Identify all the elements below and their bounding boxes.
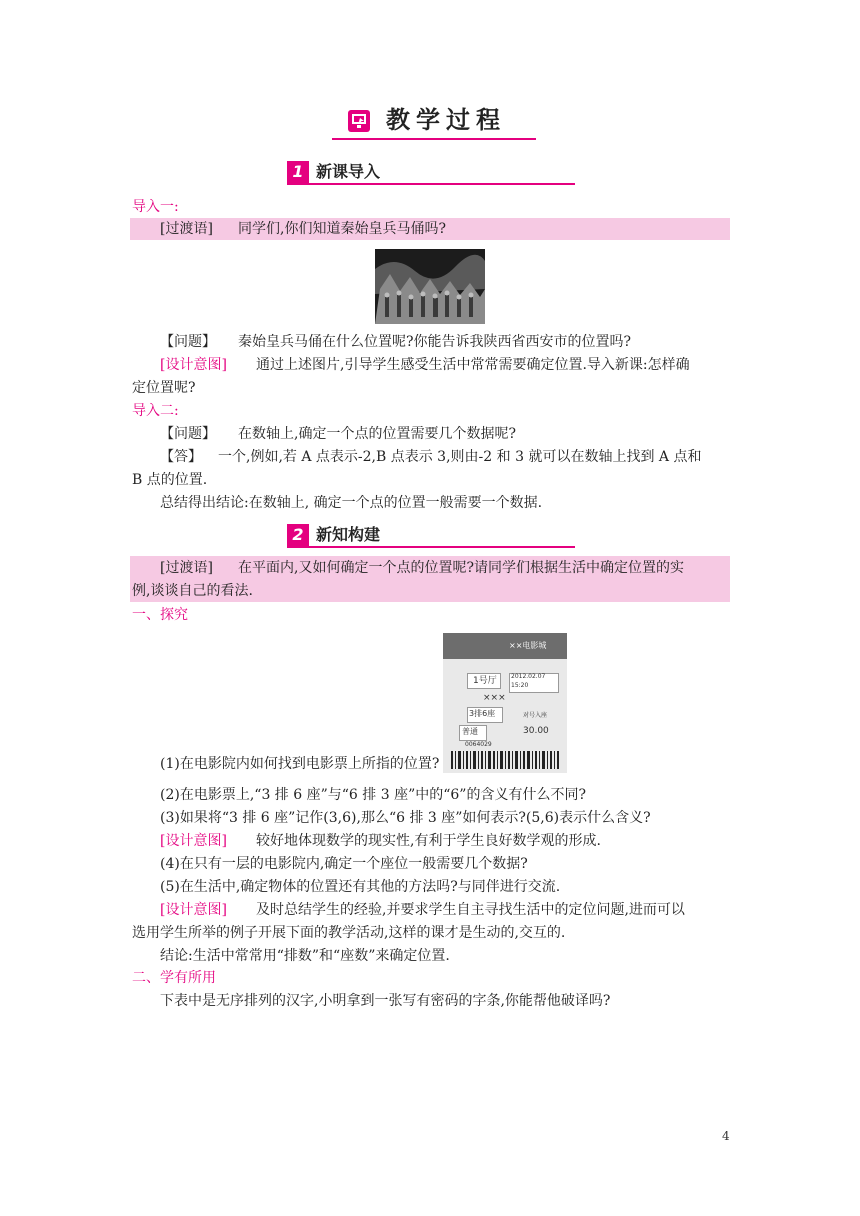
ticket-seat-note: 对号入座	[523, 712, 548, 719]
conclusion-1: 总结得出结论:在数轴上, 确定一个点的位置一般需要一个数据.	[160, 495, 543, 511]
ticket-date: 2012.02.07	[511, 673, 546, 680]
design-text-1a: 通过上述图片,引导学生感受生活中常常需要确定位置.导入新课:怎样确	[256, 357, 690, 373]
ticket-time: 15:20	[511, 682, 529, 689]
title-header	[332, 104, 536, 140]
intro1-label: 导入一:	[132, 199, 179, 215]
part2-text: 下表中是无序排列的汉字,小明拿到一张写有密码的字条,你能帮他破译吗?	[160, 993, 611, 1009]
question-q1: (1)在电影院内如何找到电影票上所指的位置?	[160, 756, 440, 772]
monitor-icon	[348, 110, 370, 132]
section-title-2: 新知构建	[316, 525, 381, 544]
question-text-1: 秦始皇兵马俑在什么位置呢?你能告诉我陕西省西安市的位置吗?	[238, 334, 632, 350]
ticket-hall: 1号厅	[473, 676, 497, 686]
design-text-1b: 定位置呢?	[132, 380, 196, 396]
ticket-serial: 0064029	[465, 741, 492, 748]
design-text-3b: 选用学生所举的例子开展下面的教学活动,这样的课才是生动的,交互的.	[132, 925, 566, 941]
ticket-top-bar	[443, 633, 567, 659]
ticket-price: 30.00	[523, 726, 549, 736]
part1-label: 一、探究	[132, 607, 188, 623]
part2-label: 二、学有所用	[132, 970, 216, 986]
answer-text-2: B 点的位置.	[132, 472, 208, 488]
question-label-2: 【问题】	[160, 426, 216, 442]
design-text-2: 较好地体现数学的现实性,有利于学生良好数学观的形成.	[256, 833, 601, 849]
section-underline-2	[287, 546, 575, 548]
ticket-type: 普通	[462, 727, 478, 736]
ticket-seat: 3排6座	[469, 709, 496, 718]
question-q3: (3)如果将“3 排 6 座”记作(3,6),那么“6 排 3 座”如何表示?(5,6)表示什么含义?	[160, 810, 651, 826]
transition-text-1: 同学们,你们知道秦始皇兵马俑吗?	[238, 221, 446, 237]
question-q5: (5)在生活中,确定物体的位置还有其他的方法吗?与同伴进行交流.	[160, 879, 561, 895]
page-number: 4	[722, 1129, 730, 1143]
movie-ticket-photo	[443, 633, 567, 773]
transition-label-2: [过渡语]	[160, 560, 213, 576]
transition-text-2a: 在平面内,又如何确定一个点的位置呢?请同学们根据生活中确定位置的实	[238, 560, 684, 576]
question-label-1: 【问题】	[160, 334, 216, 350]
barcode	[451, 751, 559, 769]
conclusion-2: 结论:生活中常常用“排数”和“座数”来确定位置.	[160, 948, 450, 964]
intro2-label: 导入二:	[132, 403, 179, 419]
section-underline-1	[287, 183, 575, 185]
transition-label-1: [过渡语]	[160, 221, 213, 237]
design-text-3a: 及时总结学生的经验,并要求学生自主寻找生活中的定位问题,进而可以	[256, 902, 685, 918]
design-label-2: [设计意图]	[160, 833, 227, 849]
ticket-cinema: ××电影城	[509, 641, 547, 650]
answer-label: 【答】	[160, 449, 202, 465]
page-title: 教学过程	[386, 106, 506, 134]
terracotta-photo	[375, 249, 485, 324]
question-q4: (4)在只有一层的电影院内,确定一个座位一般需要几个数据?	[160, 856, 528, 872]
ticket-film: ×××	[483, 693, 506, 703]
question-q2: (2)在电影票上,“3 排 6 座”与“6 排 3 座”中的“6”的含义有什么不同?	[160, 787, 586, 803]
design-label-1: [设计意图]	[160, 357, 227, 373]
answer-text-1: 一个,例如,若 A 点表示-2,B 点表示 3,则由-2 和 3 就可以在数轴上找到 A 点和	[218, 449, 702, 465]
section-number-2: 2	[287, 524, 309, 546]
title-underline	[332, 138, 536, 140]
design-label-3: [设计意图]	[160, 902, 227, 918]
transition-text-2b: 例,谈谈自己的看法.	[132, 583, 253, 599]
section-number-1: 1	[287, 161, 309, 183]
question-text-2: 在数轴上,确定一个点的位置需要几个数据呢?	[238, 426, 516, 442]
section-title-1: 新课导入	[316, 162, 381, 181]
